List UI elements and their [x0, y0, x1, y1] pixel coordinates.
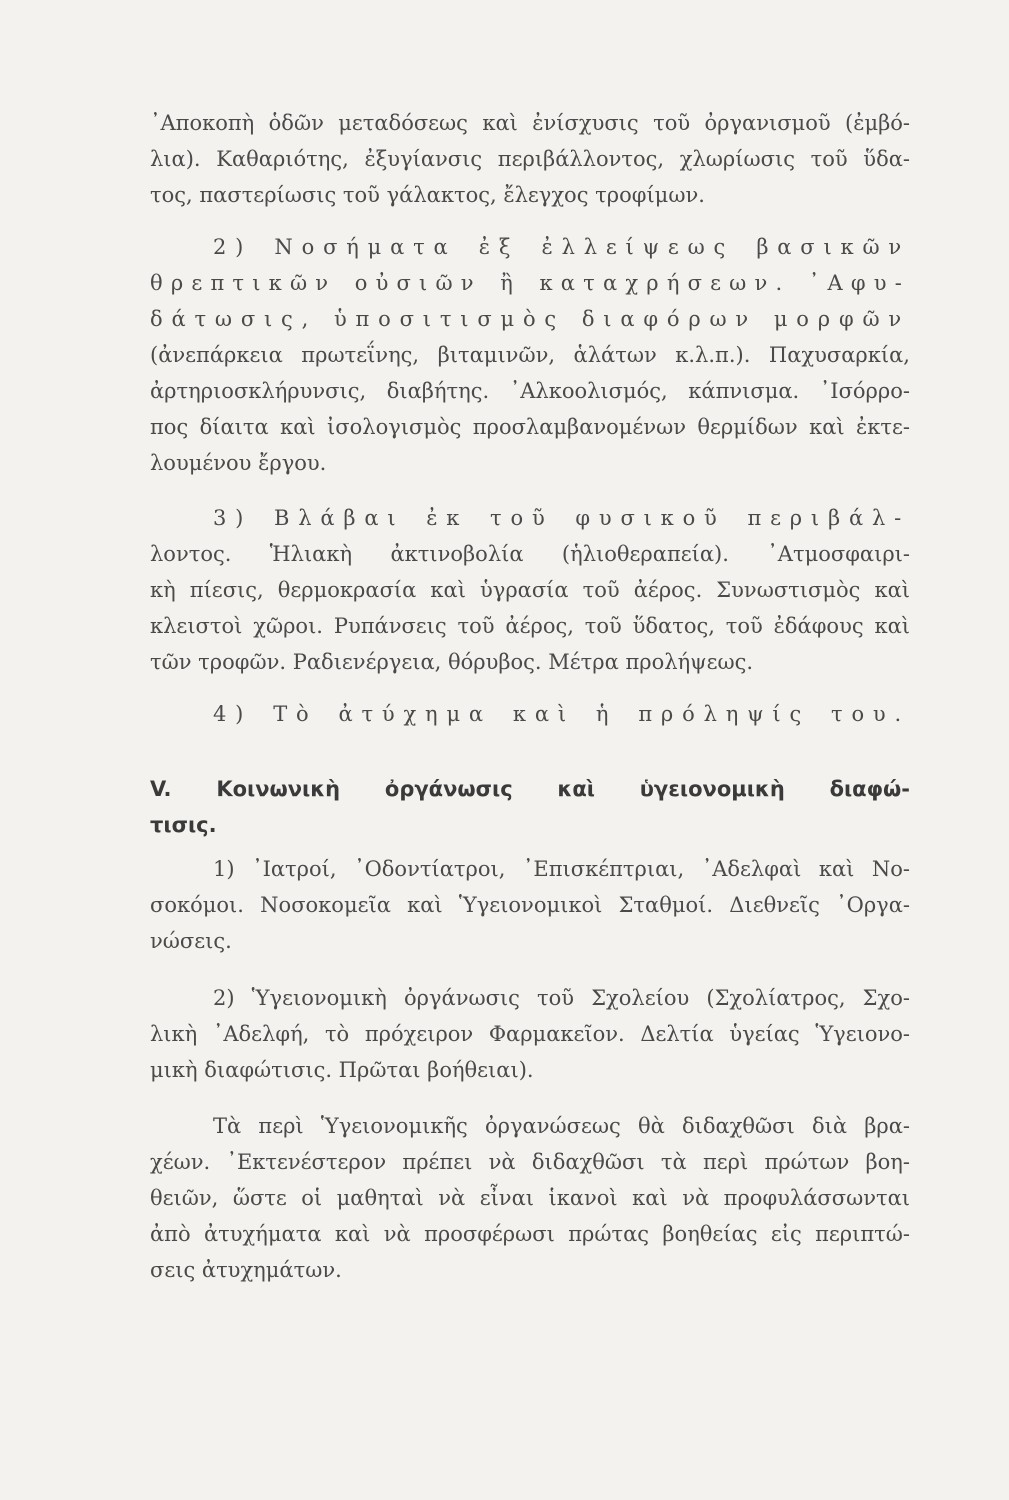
- text-line: Τὰ περὶ Ὑγειονομικῆς ὀργανώσεως θὰ διδαχθῶσι διὰ βρα-: [213, 1114, 910, 1138]
- text-line: σεις ἀτυχημάτων.: [150, 1258, 342, 1282]
- text-line: τος, παστερίωσις τοῦ γάλακτος, ἔλεγχος τροφίμων.: [150, 183, 705, 207]
- text-line: λικὴ ᾿Αδελφή, τὸ πρόχειρον Φαρμακεῖον. Δελτία ὑγείας Ὑγειονο-: [150, 1022, 910, 1046]
- text-line: τῶν τροφῶν. Ραδιενέργεια, θόρυβος. Μέτρα προλήψεως.: [150, 650, 754, 674]
- text-line: χέων. ᾿Εκτενέστερον πρέπει νὰ διδαχθῶσι τὰ περὶ πρώτων βοη-: [150, 1150, 910, 1174]
- text-line: 1) ᾿Ιατροί, ᾿Οδοντίατροι, ᾿Επισκέπτριαι, ᾿Αδελφαὶ καὶ Νο-: [213, 857, 910, 881]
- section-4-heading-line: 4) Τὸ ἀτύχημα καὶ ἡ πρόληψίς του.: [213, 702, 910, 726]
- chapter-v-heading: V. Κοινωνικὴ ὀργάνωσις καὶ ὑγειονομικὴ διαφώ-: [150, 777, 910, 801]
- text-line: ἀρτηριοσκλήρυνσις, διαβήτης. ᾿Αλκοολισμός, κάπνισμα. ᾿Ισόρρο-: [150, 379, 910, 403]
- text-line: θειῶν, ὥστε οἱ μαθηταὶ νὰ εἶναι ἱκανοὶ καὶ νὰ προφυλάσσωνται: [150, 1186, 910, 1210]
- text-line: σοκόμοι. Νοσοκομεῖα καὶ Ὑγειονομικοὶ Σταθμοί. Διεθνεῖς ᾿Οργα-: [150, 893, 910, 917]
- text-line: ἀπὸ ἀτυχήματα καὶ νὰ προσφέρωσι πρώτας βοηθείας εἰς περιπτώ-: [150, 1222, 910, 1246]
- text-line: (ἀνεπάρκεια πρωτεΐνης, βιταμινῶν, ἁλάτων κ.λ.π.). Παχυσαρκία,: [150, 343, 910, 367]
- text-line: πος δίαιτα καὶ ἰσολογισμὸς προσλαμβανομένων θερμίδων καὶ ἐκτε-: [150, 415, 910, 439]
- text-line: κλειστοὶ χῶροι. Ρυπάνσεις τοῦ ἀέρος, τοῦ ὕδατος, τοῦ ἐδάφους καὶ: [150, 614, 910, 638]
- section-2-heading-line: θρεπτικῶν οὐσιῶν ἢ καταχρήσεων. ᾿Αφυ-: [150, 271, 910, 295]
- section-2-heading-line: 2) Νοσήματα ἐξ ἐλλείψεως βασικῶν: [213, 235, 910, 259]
- section-3-heading-line: 3) Βλάβαι ἐκ τοῦ φυσικοῦ περιβάλ-: [213, 506, 910, 530]
- text-line: λουμένου ἔργου.: [150, 451, 327, 475]
- text-line: νώσεις.: [150, 929, 232, 953]
- text-line: μικὴ διαφώτισις. Πρῶται βοήθειαι).: [150, 1058, 534, 1082]
- text-line: λια). Καθαριότης, ἐξυγίανσις περιβάλλοντος, χλωρίωσις τοῦ ὕδα-: [150, 147, 910, 171]
- text-line: λοντος. Ἡλιακὴ ἀκτινοβολία (ἡλιοθεραπεία). ᾿Ατμοσφαιρι-: [150, 542, 910, 566]
- text-line: κὴ πίεσις, θερμοκρασία καὶ ὑγρασία τοῦ ἀέρος. Συνωστισμὸς καὶ: [150, 578, 910, 602]
- text-line: 2) Ὑγειονομικὴ ὀργάνωσις τοῦ Σχολείου (Σχολίατρος, Σχο-: [213, 986, 910, 1010]
- section-2-heading-line: δάτωσις, ὑποσιτισμὸς διαφόρων μορφῶν: [150, 307, 910, 331]
- chapter-v-heading: τισις.: [150, 813, 217, 837]
- text-line: ᾿Αποκοπὴ ὁδῶν μεταδόσεως καὶ ἐνίσχυσις τοῦ ὀργανισμοῦ (ἐμβό-: [150, 111, 910, 135]
